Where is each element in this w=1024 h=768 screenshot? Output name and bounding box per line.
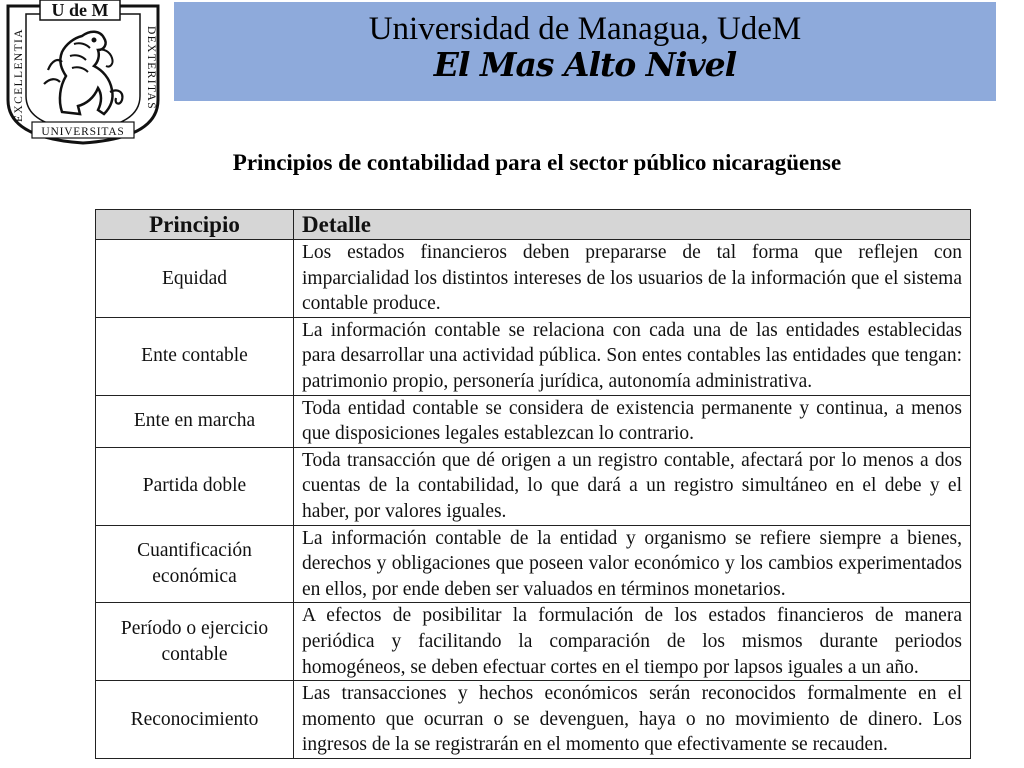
- detail-cell: Las transacciones y hechos económicos serán reconocidos formalmente en el momento que ocurran o se devenguen, haya o no movimiento de dinero. Los ingresos de la se registrarán en el momento que efectivamente se recauden.: [294, 681, 971, 759]
- table-row: [96, 525, 971, 603]
- column-header-principle: Principio: [96, 210, 294, 240]
- table-row: [96, 395, 971, 447]
- detail-cell: A efectos de posibilitar la formulación de los estados financieros de manera periódica y facilitando la comparación de los mismos durante periodos homogéneos, se deben efectuar cortes en el tiempo por lapsos iguales a un año.: [294, 603, 971, 681]
- detail-cell: La información contable se relaciona con cada una de las entidades establecidas para desarrollar una actividad pública. Son entes contables las entidades que tengan: patrimonio propio, personería jurídica, autonomía administrativa.: [294, 317, 971, 395]
- principle-cell: Ente contable: [96, 317, 294, 395]
- table-row: [96, 447, 971, 525]
- principle-cell: Reconocimiento: [96, 681, 294, 759]
- header-banner: [174, 2, 996, 101]
- principle-cell: Ente en marcha: [96, 395, 294, 447]
- table-row: [96, 317, 971, 395]
- principles-table: [95, 209, 971, 759]
- table-row: [96, 240, 971, 318]
- document-title: Principios de contabilidad para el sector público nicaragüense: [232, 150, 842, 175]
- detail-cell: La información contable de la entidad y organismo se refiere siempre a bienes, derechos y obligaciones que poseen valor económico y los cambios experimentados en ellos, por ende deben ser valuados en términos monetarios.: [294, 525, 971, 603]
- university-motto: El Mas Alto Nivel: [433, 45, 737, 84]
- principle-cell: Equidad: [96, 240, 294, 318]
- logo-right-text: DEXTERITAS: [145, 26, 157, 110]
- table-row: [96, 681, 971, 759]
- column-header-detail: Detalle: [294, 210, 971, 240]
- detail-cell: Toda transacción que dé origen a un registro contable, afectará por lo menos a dos cuentas de la contabilidad, lo que dará a un registro simultáneo en el debe y el haber, por valores iguales.: [294, 447, 971, 525]
- detail-cell: Toda entidad contable se considera de existencia permanente y continua, a menos que disposiciones legales establezcan lo contrario.: [294, 395, 971, 447]
- university-logo: [0, 0, 166, 145]
- principle-cell: Cuantificación económica: [96, 525, 294, 603]
- principle-cell: Período o ejercicio contable: [96, 603, 294, 681]
- university-name: Universidad de Managua, UdeM: [368, 11, 802, 47]
- logo-top-text: U de M: [51, 0, 109, 20]
- logo-bottom-text: UNIVERSITAS: [41, 126, 125, 138]
- table-row: [96, 603, 971, 681]
- table-header-row: [96, 210, 971, 240]
- principle-cell: Partida doble: [96, 447, 294, 525]
- detail-cell: Los estados financieros deben prepararse de tal forma que reflejen con imparcialidad los distintos intereses de los usuarios de la información que el sistema contable produce.: [294, 240, 971, 318]
- logo-left-text: EXCELLENTIA: [13, 28, 25, 122]
